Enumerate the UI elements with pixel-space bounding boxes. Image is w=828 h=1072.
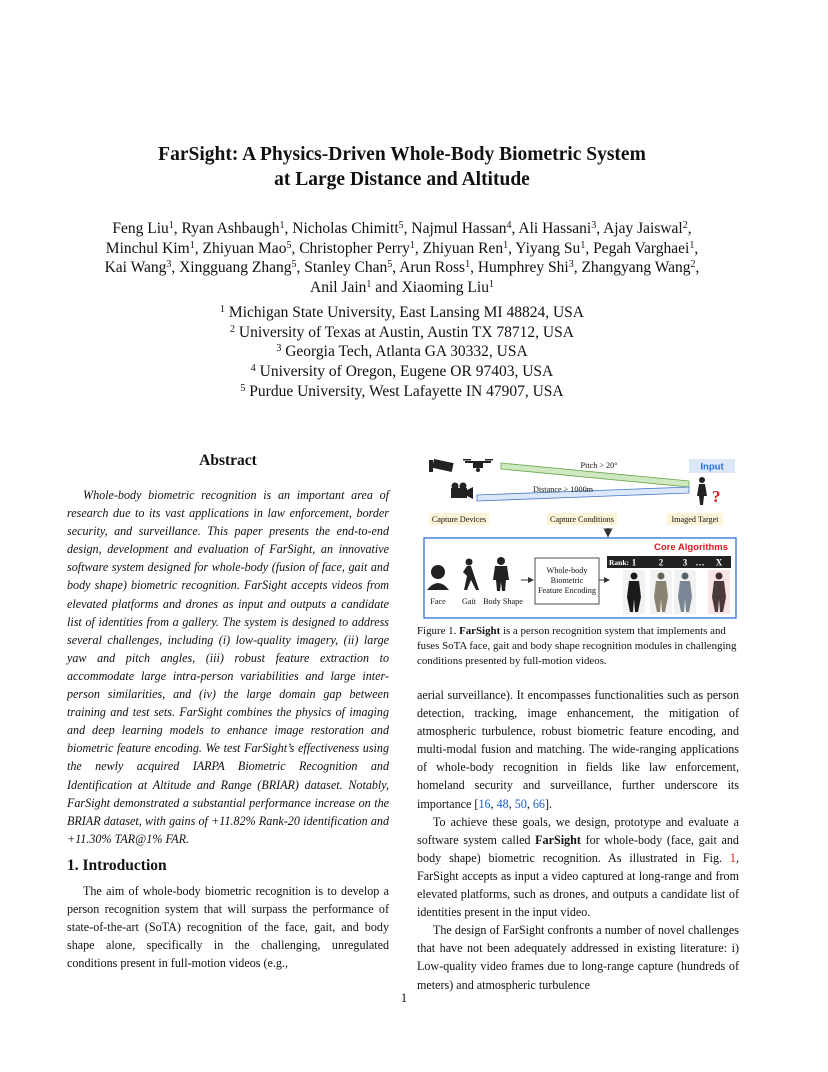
pitch-label: Pitch > 20° — [580, 461, 618, 470]
candidate-rank-1-icon — [623, 570, 645, 614]
affiliation-number: 1 — [220, 304, 226, 315]
system-name: FarSight — [535, 832, 581, 847]
input-label: Input — [700, 461, 724, 473]
author-affiliation-marker: 1 — [465, 259, 471, 271]
affiliation-line — [150, 362, 654, 382]
caption-prefix: Figure 1. — [417, 625, 460, 637]
author-name: Zhiyuan Mao — [202, 239, 287, 257]
affiliation-text: Georgia Tech, Atlanta GA 30332, USA — [281, 343, 528, 361]
right-paragraph-3: The design of FarSight confronts a number of novel challenges that have not been adequately addressed in existing literature: i) Low-quality video frames due to long-range capture (hundreds of meters) and atmospheric turbulence — [417, 923, 739, 992]
author-name: Ajay Jaiswal — [603, 220, 683, 237]
right-paragraph-2 — [417, 813, 739, 922]
rank-x: X — [715, 557, 723, 568]
right-paragraph-1-text: aerial surveillance). It encompasses functionalities such as person detection, tracking, image enhancement, the mitigation of atmospheric turbulence, robust biometric feature encoding, and multi-modal fusion and matching. The wide-ranging applications of whole-body recognition in fields like law enforcement, homeland security and surveillance, further underscore its importance [ — [417, 688, 739, 811]
author-name: Stanley Chan — [304, 259, 388, 277]
core-algorithms-label: Core Algorithms — [653, 542, 729, 553]
right-column-text — [417, 686, 739, 994]
author-affiliation-marker: 1 — [689, 239, 695, 251]
author-name: Feng Liu — [112, 220, 169, 237]
author-affiliation-marker: 4 — [506, 220, 512, 231]
author-name: Minchul Kim — [105, 239, 190, 257]
author-affiliation-marker: 1 — [580, 239, 586, 251]
author-affiliation-marker: 1 — [168, 220, 174, 231]
caption-text: is a person recognition system that implements and fuses SoTA face, gait and body shape recognition modules in challenging conditions presented by full-motion videos. — [417, 625, 737, 667]
capture-conditions-label: Capture Conditions — [550, 515, 614, 524]
encoding-label-line-2: Biometric — [550, 576, 584, 585]
author-affiliation-marker: 1 — [189, 239, 195, 251]
author-name: Zhiyuan Ren — [422, 239, 504, 257]
author-name: Xingguang Zhang — [179, 259, 292, 277]
author-name: Humphrey Shi — [477, 259, 569, 277]
introduction-text: The aim of whole-body biometric recognition is to develop a person recognition system that will surpass the performance of state-of-the-art (SoTA) recognition of the face, gait, and body shape alone, specifically in the challenging, unregulated conditions present in full-motion videos (e.g., — [67, 884, 389, 971]
author-affiliation-marker: 3 — [568, 259, 574, 271]
rank-label: Rank: — [608, 558, 630, 567]
right-paragraph-2-text: To achieve these goals, we design, prototype and evaluate a software system called — [417, 814, 739, 847]
author-name: Anil Jain — [310, 278, 367, 296]
author-affiliation-marker: 5 — [387, 259, 393, 271]
affiliation-list — [150, 303, 654, 402]
caption-system-name: FarSight — [459, 625, 501, 637]
citation-link[interactable]: 50 — [514, 796, 527, 811]
right-paragraph-1: aerial surveillance). It encompasses functionalities such as person detection, tracking, image enhancement, the mitigation of atmospheric turbulence, robust biometric feature encoding, and multi-modal fusion and matching. The wide-ranging applications of whole-body recognition in fields like law enforcement, homeland security and surveillance, further underscore its importance [16, 48, 50, 66]. — [417, 688, 739, 811]
modality-body-shape-label: Body Shape — [483, 597, 523, 606]
author-affiliation-marker: 5 — [286, 239, 292, 251]
author-name: Nicholas Chimitt — [292, 220, 399, 237]
author-affiliation-marker: 5 — [398, 220, 404, 231]
candidate-rank-3-icon — [674, 570, 696, 614]
title-line-1: FarSight: A Physics-Driven Whole-Body Biometric System — [158, 144, 646, 165]
imaged-target-label: Imaged Target — [671, 515, 719, 524]
affiliation-line — [150, 342, 654, 362]
citation-link[interactable]: 48 — [496, 796, 509, 811]
encoding-label-line-3: Feature Encoding — [538, 586, 596, 595]
citation-link[interactable]: 66 — [532, 796, 545, 811]
author-name: Xiaoming Liu — [401, 278, 489, 296]
candidate-rank-x-icon — [708, 570, 730, 614]
affiliation-line — [150, 323, 654, 343]
modality-face-label: Face — [430, 597, 446, 606]
target-person-icon — [697, 477, 707, 505]
figure-1 — [421, 452, 739, 620]
author-name: Arun Ross — [399, 259, 466, 277]
rank-1: 1 — [631, 557, 637, 568]
affiliation-number: 3 — [276, 343, 282, 355]
affiliation-text: University of Oregon, Eugene OR 97403, USA — [255, 363, 554, 381]
author-affiliation-marker: 5 — [291, 259, 297, 271]
right-paragraph-2-middle: for whole-body (face, gait and body shape) biometric recognition. As illustrated in Fig. — [417, 832, 739, 865]
author-affiliation-marker: 1 — [409, 239, 415, 251]
page-number: 1 — [400, 990, 408, 1005]
author-affiliation-marker: 3 — [166, 259, 172, 271]
author-affiliation-marker: 2 — [690, 259, 696, 271]
right-paragraph-2-end: , FarSight accepts as input a video captured at long-range and from elevated platforms, such as drones, and outputs a candidate list of identities present in the input video. — [417, 850, 739, 920]
figure-1-caption — [417, 624, 739, 669]
author-name: Christopher Perry — [299, 239, 410, 257]
affiliation-line — [150, 303, 654, 323]
author-name: Ryan Ashbaugh — [181, 220, 280, 237]
author-name: Kai Wang — [104, 259, 167, 277]
unknown-identity-mark: ? — [712, 487, 721, 506]
author-affiliation-marker: 3 — [591, 220, 597, 231]
cctv-camera-icon — [429, 459, 454, 472]
author-affiliation-marker: 1 — [488, 278, 494, 290]
affiliation-number: 5 — [240, 382, 246, 394]
modality-gait-label: Gait — [461, 597, 477, 606]
author-name: Pegah Varghaei — [593, 239, 690, 257]
author-affiliation-marker: 1 — [366, 278, 372, 290]
author-affiliation-marker: 1 — [503, 239, 509, 251]
affiliation-line — [150, 382, 654, 402]
figure-reference-link[interactable]: 1 — [729, 850, 736, 865]
affiliation-text: University of Texas at Austin, Austin TX 78712, USA — [235, 323, 574, 341]
gait-icon — [463, 559, 479, 591]
right-paragraph-1-end: ]. — [544, 796, 553, 811]
abstract-heading: Abstract — [199, 452, 257, 469]
citation-link[interactable]: 16 — [478, 796, 491, 811]
candidate-rank-2-icon — [650, 570, 672, 614]
body-shape-icon — [493, 557, 509, 591]
author-affiliation-marker: 1 — [279, 220, 285, 231]
paper-title — [100, 142, 704, 192]
drone-icon — [463, 459, 493, 472]
face-icon — [427, 565, 449, 590]
author-name: Zhangyang Wang — [581, 259, 691, 277]
author-name: Ali Hassani — [518, 220, 592, 237]
author-name: Yiyang Su — [515, 239, 581, 257]
rank-2: 2 — [658, 557, 664, 568]
capture-devices-label: Capture Devices — [431, 515, 487, 524]
affiliation-text: Purdue University, West Lafayette IN 47907, USA — [245, 382, 564, 400]
affiliation-text: Michigan State University, East Lansing MI 48824, USA — [225, 304, 584, 321]
abstract-text: Whole-body biometric recognition is an important area of research due to its vast applications in law enforcement, border security, and surveillance. This paper presents the end-to-end design, development and evaluation of FarSight, an innovative software system designed for whole-body (fusion of face, gait and body shape) biometric recognition. FarSight accepts videos from elevated platforms and drones as input and outputs a candidate list of identities from a gallery. The system is designed to address several challenges, including (i) low-quality imagery, (ii) large yaw and pitch angles, (iii) robust feature extraction to accommodate large intra-person variabilities and large inter-person similarities, and (iv) the large domain gap between training and test sets. FarSight combines the physics of imaging and deep learning models to enhance image restoration and biometric feature encoding. We test FarSight’s effectiveness using the newly acquired IARPA Biometric Recognition and Identification at Altitude and Range (BRIAR) dataset. Notably, FarSight demonstrated a substantial performance increase on the BRIAR dataset, with gains of +11.82% Rank-20 identification and +11.30% TAR@1% FAR. — [67, 488, 389, 846]
affiliation-number: 4 — [250, 363, 256, 375]
author-affiliation-marker: 2 — [682, 220, 688, 231]
distance-label: Distance > 1000m — [532, 485, 594, 494]
encoding-label-line-1: Whole-body — [546, 566, 588, 575]
title-line-2: at Large Distance and Altitude — [274, 169, 530, 190]
rank-3: 3 — [682, 557, 688, 568]
introduction-heading: 1. Introduction — [67, 857, 167, 874]
affiliation-number: 2 — [230, 323, 236, 335]
author-list: Feng Liu$^1$, Ryan Ashbaugh$^1$, Nicholas Chimitt$^5$, Najmul Hassan$^4$, Ali Hassani$^3$, Ajay Jaiswal$^2$, Minchul Kim$^1$, Zhiyuan Mao$^5$, Christopher Perry$^1$, Zhiyuan Ren$^1$, Yiyang Su$^1$, Pegah Varghaei$^1$, Kai Wang$^3$, Xingguang Zhang$^5$, Stanley Chan$^5$, Arun Ross$^1$, Humphrey Shi$^3$, Zhangyang Wang$^2$, Anil Jain$^1$ and Xiaoming Liu$^1$ — [104, 220, 700, 296]
author-name: Najmul Hassan — [411, 220, 507, 237]
rank-ellipsis: … — [695, 557, 705, 568]
video-camera-icon — [451, 483, 473, 500]
